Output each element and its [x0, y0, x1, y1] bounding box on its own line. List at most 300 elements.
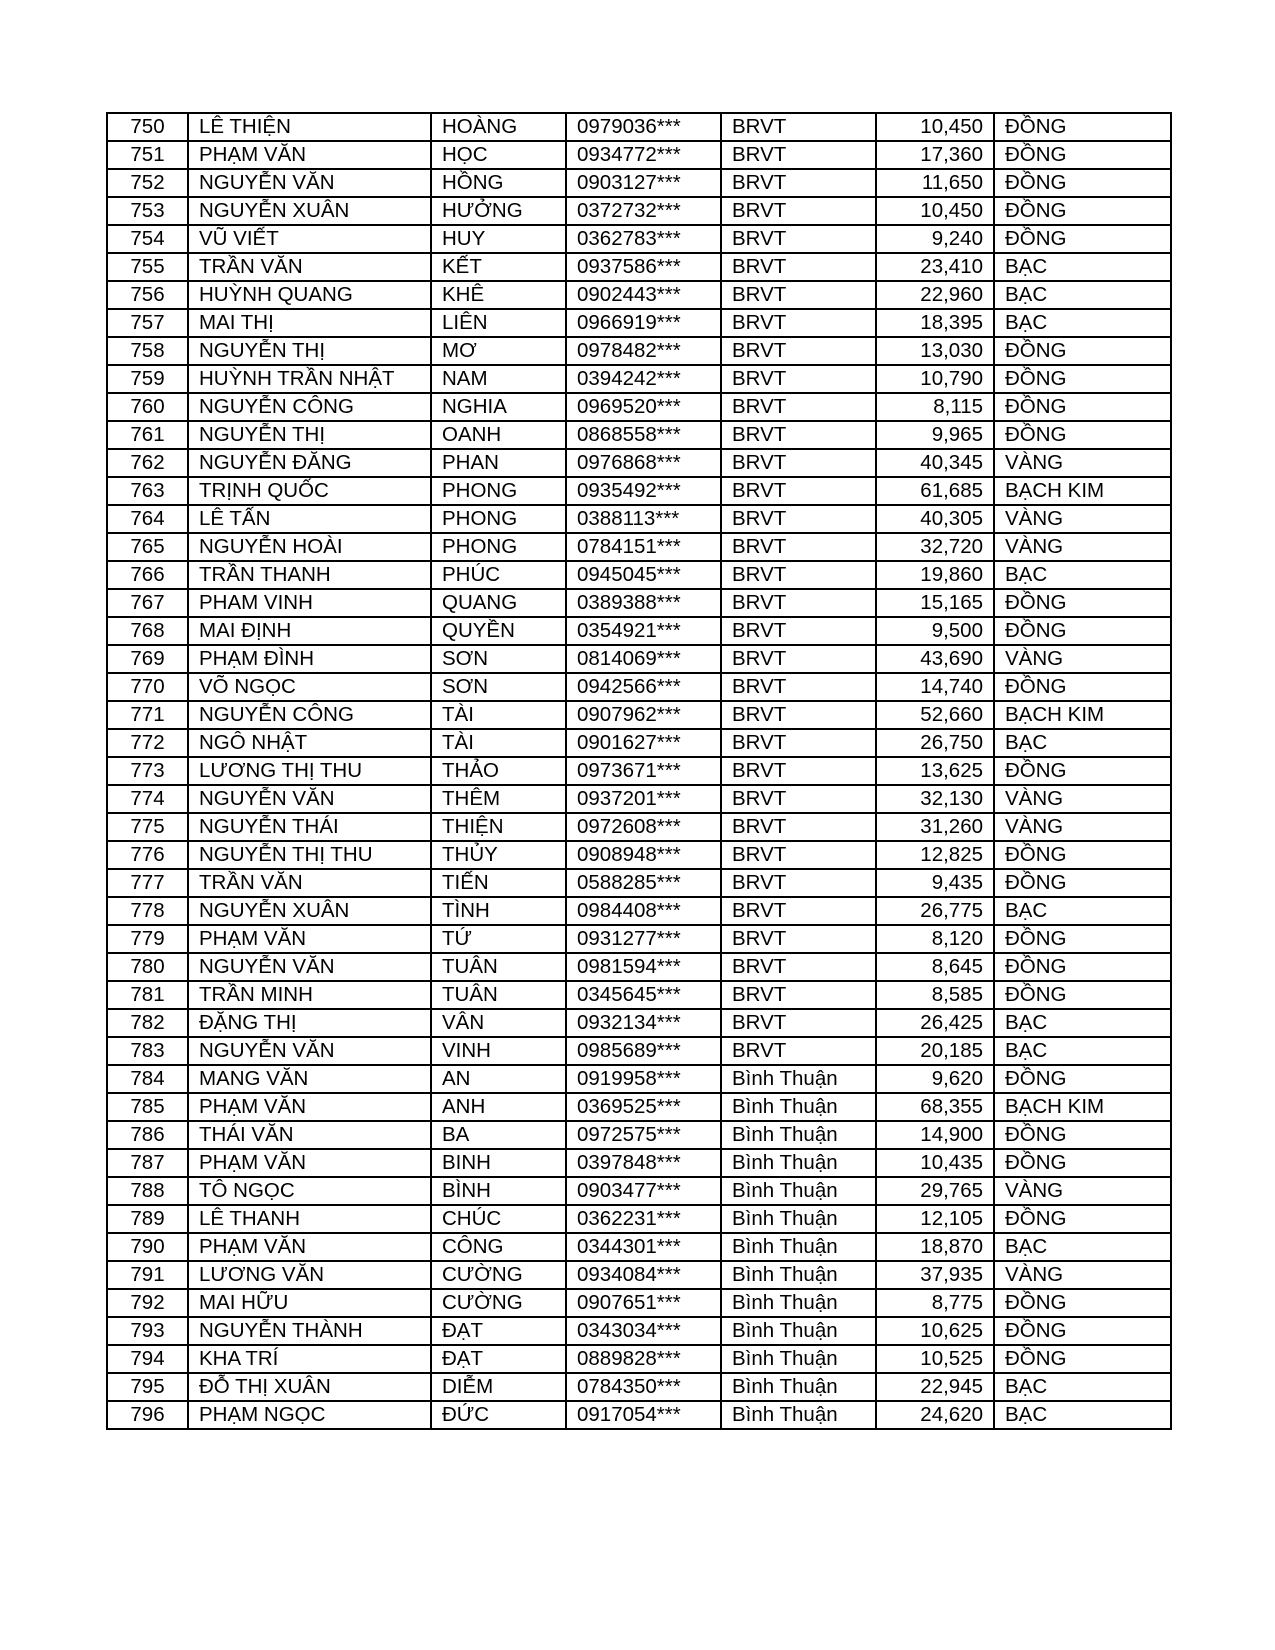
membership-tier-cell: VÀNG: [994, 449, 1171, 477]
table-row: [107, 953, 1171, 981]
row-number-cell: 761: [107, 421, 188, 449]
points-cell: 10,525: [876, 1345, 994, 1373]
phone-number-cell: 0931277***: [566, 925, 721, 953]
first-name-cell: CƯỜNG: [431, 1261, 566, 1289]
table-row: [107, 981, 1171, 1009]
first-name-cell: PHONG: [431, 477, 566, 505]
phone-number-cell: 0889828***: [566, 1345, 721, 1373]
table-row: [107, 169, 1171, 197]
points-cell: 22,945: [876, 1373, 994, 1401]
row-number-cell: 757: [107, 309, 188, 337]
last-middle-name-cell: PHAM VINH: [188, 589, 431, 617]
phone-number-cell: 0973671***: [566, 757, 721, 785]
phone-number-cell: 0362231***: [566, 1205, 721, 1233]
first-name-cell: BÌNH: [431, 1177, 566, 1205]
table-row: [107, 1009, 1171, 1037]
member-table: [106, 112, 1172, 1430]
membership-tier-cell: BẠC: [994, 1373, 1171, 1401]
membership-tier-cell: BẠCH KIM: [994, 1093, 1171, 1121]
first-name-cell: OANH: [431, 421, 566, 449]
phone-number-cell: 0389388***: [566, 589, 721, 617]
province-cell: BRVT: [721, 281, 876, 309]
last-middle-name-cell: VŨ VIẾT: [188, 225, 431, 253]
row-number-cell: 770: [107, 673, 188, 701]
first-name-cell: SƠN: [431, 645, 566, 673]
last-middle-name-cell: LÊ TẤN: [188, 505, 431, 533]
table-row: [107, 869, 1171, 897]
membership-tier-cell: VÀNG: [994, 813, 1171, 841]
membership-tier-cell: BẠC: [994, 1037, 1171, 1065]
table-row: [107, 617, 1171, 645]
province-cell: BRVT: [721, 197, 876, 225]
membership-tier-cell: BẠC: [994, 561, 1171, 589]
row-number-cell: 779: [107, 925, 188, 953]
province-cell: Bình Thuận: [721, 1373, 876, 1401]
province-cell: BRVT: [721, 393, 876, 421]
points-cell: 26,750: [876, 729, 994, 757]
table-row: [107, 1037, 1171, 1065]
table-row: [107, 281, 1171, 309]
phone-number-cell: 0394242***: [566, 365, 721, 393]
first-name-cell: THIỆN: [431, 813, 566, 841]
table-row: [107, 477, 1171, 505]
table-row: [107, 589, 1171, 617]
row-number-cell: 787: [107, 1149, 188, 1177]
membership-tier-cell: ĐỒNG: [994, 1345, 1171, 1373]
last-middle-name-cell: TRẦN THANH: [188, 561, 431, 589]
last-middle-name-cell: PHẠM VĂN: [188, 141, 431, 169]
row-number-cell: 763: [107, 477, 188, 505]
table-row: [107, 1065, 1171, 1093]
membership-tier-cell: ĐỒNG: [994, 1205, 1171, 1233]
first-name-cell: BINH: [431, 1149, 566, 1177]
points-cell: 14,900: [876, 1121, 994, 1149]
last-middle-name-cell: THÁI VĂN: [188, 1121, 431, 1149]
province-cell: Bình Thuận: [721, 1065, 876, 1093]
province-cell: BRVT: [721, 113, 876, 141]
points-cell: 8,115: [876, 393, 994, 421]
last-middle-name-cell: HUỲNH TRẦN NHẬT: [188, 365, 431, 393]
province-cell: BRVT: [721, 1037, 876, 1065]
points-cell: 11,650: [876, 169, 994, 197]
phone-number-cell: 0932134***: [566, 1009, 721, 1037]
last-middle-name-cell: PHẠM VĂN: [188, 1093, 431, 1121]
member-table-body: [107, 113, 1171, 1429]
table-row: [107, 1233, 1171, 1261]
membership-tier-cell: ĐỒNG: [994, 757, 1171, 785]
membership-tier-cell: ĐỒNG: [994, 141, 1171, 169]
table-row: [107, 701, 1171, 729]
province-cell: Bình Thuận: [721, 1233, 876, 1261]
last-middle-name-cell: TÔ NGỌC: [188, 1177, 431, 1205]
province-cell: Bình Thuận: [721, 1401, 876, 1429]
phone-number-cell: 0901627***: [566, 729, 721, 757]
table-row: [107, 1261, 1171, 1289]
province-cell: BRVT: [721, 533, 876, 561]
province-cell: BRVT: [721, 477, 876, 505]
membership-tier-cell: ĐỒNG: [994, 337, 1171, 365]
last-middle-name-cell: PHẠM VĂN: [188, 1233, 431, 1261]
province-cell: BRVT: [721, 141, 876, 169]
row-number-cell: 767: [107, 589, 188, 617]
points-cell: 26,425: [876, 1009, 994, 1037]
last-middle-name-cell: VÕ NGỌC: [188, 673, 431, 701]
table-row: [107, 1093, 1171, 1121]
first-name-cell: THÊM: [431, 785, 566, 813]
table-row: [107, 813, 1171, 841]
row-number-cell: 769: [107, 645, 188, 673]
province-cell: Bình Thuận: [721, 1345, 876, 1373]
row-number-cell: 756: [107, 281, 188, 309]
province-cell: BRVT: [721, 953, 876, 981]
last-middle-name-cell: TRẦN MINH: [188, 981, 431, 1009]
table-row: [107, 309, 1171, 337]
points-cell: 18,395: [876, 309, 994, 337]
first-name-cell: NGHIA: [431, 393, 566, 421]
first-name-cell: PHAN: [431, 449, 566, 477]
first-name-cell: ANH: [431, 1093, 566, 1121]
row-number-cell: 759: [107, 365, 188, 393]
province-cell: BRVT: [721, 729, 876, 757]
membership-tier-cell: ĐỒNG: [994, 421, 1171, 449]
membership-tier-cell: ĐỒNG: [994, 1065, 1171, 1093]
province-cell: BRVT: [721, 617, 876, 645]
first-name-cell: PHÚC: [431, 561, 566, 589]
row-number-cell: 776: [107, 841, 188, 869]
province-cell: BRVT: [721, 337, 876, 365]
points-cell: 9,620: [876, 1065, 994, 1093]
phone-number-cell: 0937586***: [566, 253, 721, 281]
phone-number-cell: 0934772***: [566, 141, 721, 169]
row-number-cell: 758: [107, 337, 188, 365]
phone-number-cell: 0362783***: [566, 225, 721, 253]
membership-tier-cell: BẠC: [994, 897, 1171, 925]
row-number-cell: 764: [107, 505, 188, 533]
membership-tier-cell: BẠC: [994, 729, 1171, 757]
phone-number-cell: 0985689***: [566, 1037, 721, 1065]
points-cell: 32,720: [876, 533, 994, 561]
table-row: [107, 365, 1171, 393]
last-middle-name-cell: NGÔ NHẬT: [188, 729, 431, 757]
membership-tier-cell: ĐỒNG: [994, 225, 1171, 253]
first-name-cell: AN: [431, 1065, 566, 1093]
province-cell: BRVT: [721, 309, 876, 337]
province-cell: BRVT: [721, 505, 876, 533]
phone-number-cell: 0979036***: [566, 113, 721, 141]
row-number-cell: 784: [107, 1065, 188, 1093]
last-middle-name-cell: HUỲNH QUANG: [188, 281, 431, 309]
province-cell: BRVT: [721, 645, 876, 673]
first-name-cell: QUANG: [431, 589, 566, 617]
phone-number-cell: 0917054***: [566, 1401, 721, 1429]
membership-tier-cell: BẠC: [994, 253, 1171, 281]
province-cell: BRVT: [721, 841, 876, 869]
first-name-cell: HỌC: [431, 141, 566, 169]
table-row: [107, 533, 1171, 561]
table-row: [107, 197, 1171, 225]
phone-number-cell: 0814069***: [566, 645, 721, 673]
points-cell: 14,740: [876, 673, 994, 701]
province-cell: Bình Thuận: [721, 1261, 876, 1289]
row-number-cell: 754: [107, 225, 188, 253]
points-cell: 18,870: [876, 1233, 994, 1261]
phone-number-cell: 0372732***: [566, 197, 721, 225]
last-middle-name-cell: TRỊNH QUỐC: [188, 477, 431, 505]
membership-tier-cell: ĐỒNG: [994, 925, 1171, 953]
table-row: [107, 1345, 1171, 1373]
membership-tier-cell: ĐỒNG: [994, 1149, 1171, 1177]
membership-tier-cell: ĐỒNG: [994, 589, 1171, 617]
membership-tier-cell: VÀNG: [994, 645, 1171, 673]
last-middle-name-cell: NGUYỄN VĂN: [188, 169, 431, 197]
row-number-cell: 777: [107, 869, 188, 897]
membership-tier-cell: ĐỒNG: [994, 953, 1171, 981]
membership-tier-cell: VÀNG: [994, 1177, 1171, 1205]
last-middle-name-cell: MANG VĂN: [188, 1065, 431, 1093]
phone-number-cell: 0784350***: [566, 1373, 721, 1401]
last-middle-name-cell: MAI HỮU: [188, 1289, 431, 1317]
points-cell: 23,410: [876, 253, 994, 281]
first-name-cell: THẢO: [431, 757, 566, 785]
table-row: [107, 253, 1171, 281]
points-cell: 12,105: [876, 1205, 994, 1233]
first-name-cell: VÂN: [431, 1009, 566, 1037]
phone-number-cell: 0588285***: [566, 869, 721, 897]
points-cell: 13,625: [876, 757, 994, 785]
row-number-cell: 753: [107, 197, 188, 225]
membership-tier-cell: BẠCH KIM: [994, 701, 1171, 729]
points-cell: 31,260: [876, 813, 994, 841]
phone-number-cell: 0937201***: [566, 785, 721, 813]
first-name-cell: DIỄM: [431, 1373, 566, 1401]
points-cell: 10,435: [876, 1149, 994, 1177]
phone-number-cell: 0903127***: [566, 169, 721, 197]
phone-number-cell: 0934084***: [566, 1261, 721, 1289]
phone-number-cell: 0942566***: [566, 673, 721, 701]
membership-tier-cell: ĐỒNG: [994, 365, 1171, 393]
table-row: [107, 1401, 1171, 1429]
first-name-cell: TUÂN: [431, 953, 566, 981]
province-cell: Bình Thuận: [721, 1093, 876, 1121]
row-number-cell: 752: [107, 169, 188, 197]
last-middle-name-cell: NGUYỄN CÔNG: [188, 701, 431, 729]
province-cell: Bình Thuận: [721, 1205, 876, 1233]
membership-tier-cell: BẠC: [994, 281, 1171, 309]
province-cell: BRVT: [721, 897, 876, 925]
table-row: [107, 561, 1171, 589]
row-number-cell: 774: [107, 785, 188, 813]
first-name-cell: PHONG: [431, 533, 566, 561]
membership-tier-cell: ĐỒNG: [994, 617, 1171, 645]
phone-number-cell: 0969520***: [566, 393, 721, 421]
table-row: [107, 673, 1171, 701]
last-middle-name-cell: TRẦN VĂN: [188, 253, 431, 281]
membership-tier-cell: VÀNG: [994, 785, 1171, 813]
last-middle-name-cell: PHẠM ĐÌNH: [188, 645, 431, 673]
province-cell: BRVT: [721, 365, 876, 393]
province-cell: Bình Thuận: [721, 1317, 876, 1345]
points-cell: 8,645: [876, 953, 994, 981]
province-cell: Bình Thuận: [721, 1149, 876, 1177]
first-name-cell: PHONG: [431, 505, 566, 533]
first-name-cell: TÌNH: [431, 897, 566, 925]
table-row: [107, 225, 1171, 253]
province-cell: BRVT: [721, 421, 876, 449]
phone-number-cell: 0945045***: [566, 561, 721, 589]
first-name-cell: CÔNG: [431, 1233, 566, 1261]
province-cell: BRVT: [721, 673, 876, 701]
first-name-cell: HỒNG: [431, 169, 566, 197]
row-number-cell: 796: [107, 1401, 188, 1429]
membership-tier-cell: ĐỒNG: [994, 1289, 1171, 1317]
membership-tier-cell: VÀNG: [994, 1261, 1171, 1289]
first-name-cell: TUÂN: [431, 981, 566, 1009]
phone-number-cell: 0902443***: [566, 281, 721, 309]
row-number-cell: 782: [107, 1009, 188, 1037]
phone-number-cell: 0343034***: [566, 1317, 721, 1345]
points-cell: 52,660: [876, 701, 994, 729]
phone-number-cell: 0984408***: [566, 897, 721, 925]
first-name-cell: LIÊN: [431, 309, 566, 337]
phone-number-cell: 0354921***: [566, 617, 721, 645]
row-number-cell: 785: [107, 1093, 188, 1121]
points-cell: 10,625: [876, 1317, 994, 1345]
row-number-cell: 755: [107, 253, 188, 281]
province-cell: BRVT: [721, 225, 876, 253]
last-middle-name-cell: PHẠM VĂN: [188, 1149, 431, 1177]
points-cell: 10,790: [876, 365, 994, 393]
table-row: [107, 1373, 1171, 1401]
province-cell: Bình Thuận: [721, 1121, 876, 1149]
first-name-cell: NAM: [431, 365, 566, 393]
row-number-cell: 790: [107, 1233, 188, 1261]
table-row: [107, 449, 1171, 477]
points-cell: 9,500: [876, 617, 994, 645]
points-cell: 8,120: [876, 925, 994, 953]
province-cell: BRVT: [721, 561, 876, 589]
first-name-cell: TÀI: [431, 701, 566, 729]
table-row: [107, 1317, 1171, 1345]
membership-tier-cell: ĐỒNG: [994, 1317, 1171, 1345]
first-name-cell: CƯỜNG: [431, 1289, 566, 1317]
last-middle-name-cell: LƯƠNG THỊ THU: [188, 757, 431, 785]
row-number-cell: 783: [107, 1037, 188, 1065]
table-row: [107, 1177, 1171, 1205]
phone-number-cell: 0397848***: [566, 1149, 721, 1177]
points-cell: 10,450: [876, 113, 994, 141]
table-row: [107, 841, 1171, 869]
phone-number-cell: 0784151***: [566, 533, 721, 561]
row-number-cell: 780: [107, 953, 188, 981]
table-row: [107, 1149, 1171, 1177]
province-cell: BRVT: [721, 253, 876, 281]
points-cell: 37,935: [876, 1261, 994, 1289]
last-middle-name-cell: NGUYỄN CÔNG: [188, 393, 431, 421]
points-cell: 9,240: [876, 225, 994, 253]
first-name-cell: THỦY: [431, 841, 566, 869]
last-middle-name-cell: NGUYỄN THỊ THU: [188, 841, 431, 869]
phone-number-cell: 0935492***: [566, 477, 721, 505]
last-middle-name-cell: NGUYỄN XUÂN: [188, 197, 431, 225]
last-middle-name-cell: NGUYỄN ĐĂNG: [188, 449, 431, 477]
province-cell: BRVT: [721, 981, 876, 1009]
table-row: [107, 645, 1171, 673]
membership-tier-cell: ĐỒNG: [994, 841, 1171, 869]
row-number-cell: 772: [107, 729, 188, 757]
points-cell: 9,965: [876, 421, 994, 449]
last-middle-name-cell: LÊ THANH: [188, 1205, 431, 1233]
first-name-cell: ĐẠT: [431, 1345, 566, 1373]
first-name-cell: MƠ: [431, 337, 566, 365]
row-number-cell: 788: [107, 1177, 188, 1205]
points-cell: 15,165: [876, 589, 994, 617]
points-cell: 8,585: [876, 981, 994, 1009]
first-name-cell: ĐỨC: [431, 1401, 566, 1429]
phone-number-cell: 0345645***: [566, 981, 721, 1009]
first-name-cell: HOÀNG: [431, 113, 566, 141]
points-cell: 26,775: [876, 897, 994, 925]
table-row: [107, 1121, 1171, 1149]
row-number-cell: 765: [107, 533, 188, 561]
row-number-cell: 771: [107, 701, 188, 729]
first-name-cell: KHÊ: [431, 281, 566, 309]
row-number-cell: 760: [107, 393, 188, 421]
row-number-cell: 775: [107, 813, 188, 841]
phone-number-cell: 0966919***: [566, 309, 721, 337]
table-row: [107, 1205, 1171, 1233]
membership-tier-cell: VÀNG: [994, 533, 1171, 561]
table-row: [107, 1289, 1171, 1317]
row-number-cell: 786: [107, 1121, 188, 1149]
row-number-cell: 773: [107, 757, 188, 785]
points-cell: 43,690: [876, 645, 994, 673]
points-cell: 9,435: [876, 869, 994, 897]
phone-number-cell: 0908948***: [566, 841, 721, 869]
first-name-cell: TỨ: [431, 925, 566, 953]
phone-number-cell: 0972608***: [566, 813, 721, 841]
province-cell: BRVT: [721, 169, 876, 197]
table-row: [107, 729, 1171, 757]
phone-number-cell: 0981594***: [566, 953, 721, 981]
last-middle-name-cell: PHẠM VĂN: [188, 925, 431, 953]
row-number-cell: 792: [107, 1289, 188, 1317]
first-name-cell: VINH: [431, 1037, 566, 1065]
province-cell: BRVT: [721, 701, 876, 729]
membership-tier-cell: ĐỒNG: [994, 869, 1171, 897]
phone-number-cell: 0903477***: [566, 1177, 721, 1205]
last-middle-name-cell: NGUYỄN HOÀI: [188, 533, 431, 561]
row-number-cell: 794: [107, 1345, 188, 1373]
points-cell: 68,355: [876, 1093, 994, 1121]
province-cell: Bình Thuận: [721, 1177, 876, 1205]
first-name-cell: HUY: [431, 225, 566, 253]
last-middle-name-cell: LƯƠNG VĂN: [188, 1261, 431, 1289]
points-cell: 8,775: [876, 1289, 994, 1317]
membership-tier-cell: ĐỒNG: [994, 1121, 1171, 1149]
membership-tier-cell: ĐỒNG: [994, 393, 1171, 421]
row-number-cell: 750: [107, 113, 188, 141]
membership-tier-cell: BẠC: [994, 1401, 1171, 1429]
last-middle-name-cell: LÊ THIỆN: [188, 113, 431, 141]
last-middle-name-cell: NGUYỄN VĂN: [188, 953, 431, 981]
row-number-cell: 751: [107, 141, 188, 169]
row-number-cell: 789: [107, 1205, 188, 1233]
phone-number-cell: 0978482***: [566, 337, 721, 365]
membership-tier-cell: BẠC: [994, 1009, 1171, 1037]
points-cell: 22,960: [876, 281, 994, 309]
points-cell: 29,765: [876, 1177, 994, 1205]
province-cell: BRVT: [721, 1009, 876, 1037]
